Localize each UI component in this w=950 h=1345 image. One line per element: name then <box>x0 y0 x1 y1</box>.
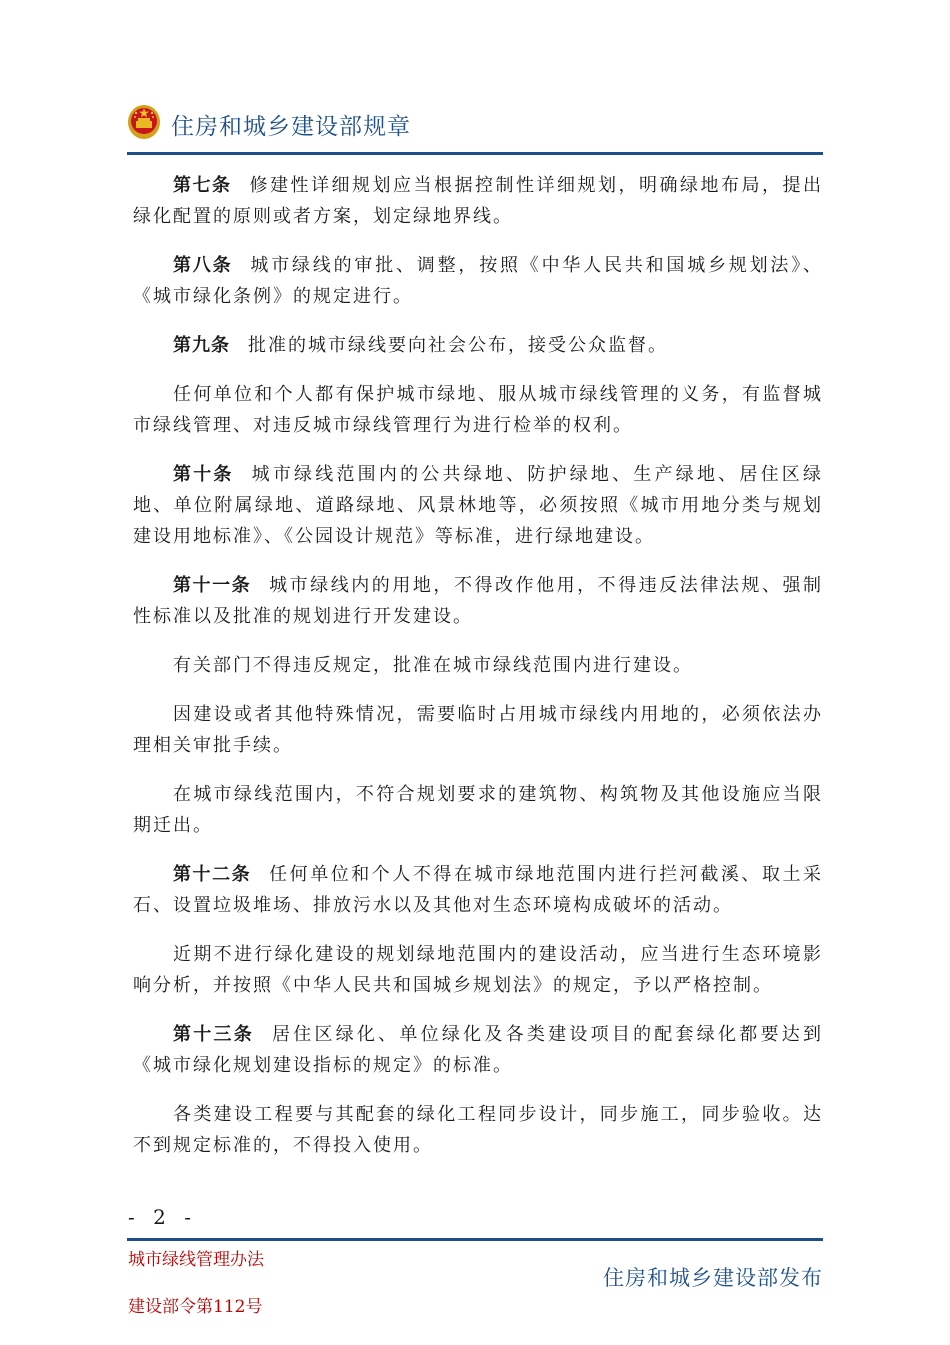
paragraph <box>133 650 823 681</box>
paragraph-text: 城市绿线的审批、调整，按照《中华人民共和国城乡规划法》、《城市绿化条例》的规定进行。 <box>133 255 824 307</box>
document-body <box>133 170 823 1179</box>
paragraph <box>133 859 823 921</box>
header-divider <box>127 152 823 155</box>
paragraph-text: 因建设或者其他特殊情况，需要临时占用城市绿线内用地的，必须依法办理相关审批手续。 <box>133 704 823 756</box>
paragraph-text: 任何单位和个人不得在城市绿地范围内进行拦河截溪、取土采石、设置垃圾堆场、排放污水以及其他对生态环境构成破坏的活动。 <box>133 864 824 916</box>
footer-publisher: 住房和城乡建设部发布 <box>603 1266 823 1290</box>
article-number: 第十条 <box>173 464 234 485</box>
paragraph <box>133 939 823 1001</box>
article-number: 第十二条 <box>173 864 252 885</box>
paragraph <box>133 170 823 232</box>
page-header <box>127 102 823 158</box>
paragraph-text: 城市绿线内的用地，不得改作他用，不得违反法律法规、强制性标准以及批准的规划进行开发建设。 <box>133 575 824 627</box>
article-number: 第七条 <box>173 175 232 196</box>
paragraph-text: 任何单位和个人都有保护城市绿地、服从城市绿线管理的义务，有监督城市绿线管理、对违反城市绿线管理行为进行检举的权利。 <box>133 384 823 436</box>
footer-document-number: 建设部令第112号 <box>128 1297 263 1317</box>
paragraph-text: 近期不进行绿化建设的规划绿地范围内的建设活动，应当进行生态环境影响分析，并按照《中华人民共和国城乡规划法》的规定，予以严格控制。 <box>133 944 823 996</box>
paragraph <box>133 699 823 761</box>
paragraph-text: 批准的城市绿线要向社会公布，接受公众监督。 <box>248 335 668 356</box>
paragraph <box>133 779 823 841</box>
national-emblem-icon <box>127 102 161 140</box>
paragraph-text: 城市绿线范围内的公共绿地、防护绿地、生产绿地、居住区绿地、单位附属绿地、道路绿地、风景林地等，必须按照《城市用地分类与规划建设用地标准》、《公园设计规范》等标准，进行绿地建设。 <box>133 464 824 547</box>
article-number: 第八条 <box>173 255 233 276</box>
paragraph-text: 有关部门不得违反规定，批准在城市绿线范围内进行建设。 <box>173 655 693 676</box>
paragraph-text: 居住区绿化、单位绿化及各类建设项目的配套绿化都要达到《城市绿化规划建设指标的规定》的标准。 <box>133 1024 824 1076</box>
article-number: 第十一条 <box>173 575 252 596</box>
paragraph <box>133 1099 823 1161</box>
footer-divider <box>127 1238 823 1241</box>
paragraph <box>133 459 823 552</box>
paragraph-text: 修建性详细规划应当根据控制性详细规划，明确绿地布局，提出绿化配置的原则或者方案，划定绿地界线。 <box>133 175 823 227</box>
paragraph-text: 在城市绿线范围内，不符合规划要求的建筑物、构筑物及其他设施应当限期迁出。 <box>133 784 823 836</box>
paragraph <box>133 330 823 361</box>
paragraph <box>133 250 823 312</box>
paragraph-text: 各类建设工程要与其配套的绿化工程同步设计，同步施工，同步验收。达不到规定标准的，不得投入使用。 <box>133 1104 823 1156</box>
article-number: 第九条 <box>173 335 230 356</box>
article-number: 第十三条 <box>173 1024 254 1045</box>
paragraph <box>133 1019 823 1081</box>
header-title: 住房和城乡建设部规章 <box>171 114 411 140</box>
paragraph <box>133 570 823 632</box>
paragraph <box>133 379 823 441</box>
footer-document-title: 城市绿线管理办法 <box>128 1250 264 1270</box>
page-number: - 2 - <box>128 1205 197 1229</box>
